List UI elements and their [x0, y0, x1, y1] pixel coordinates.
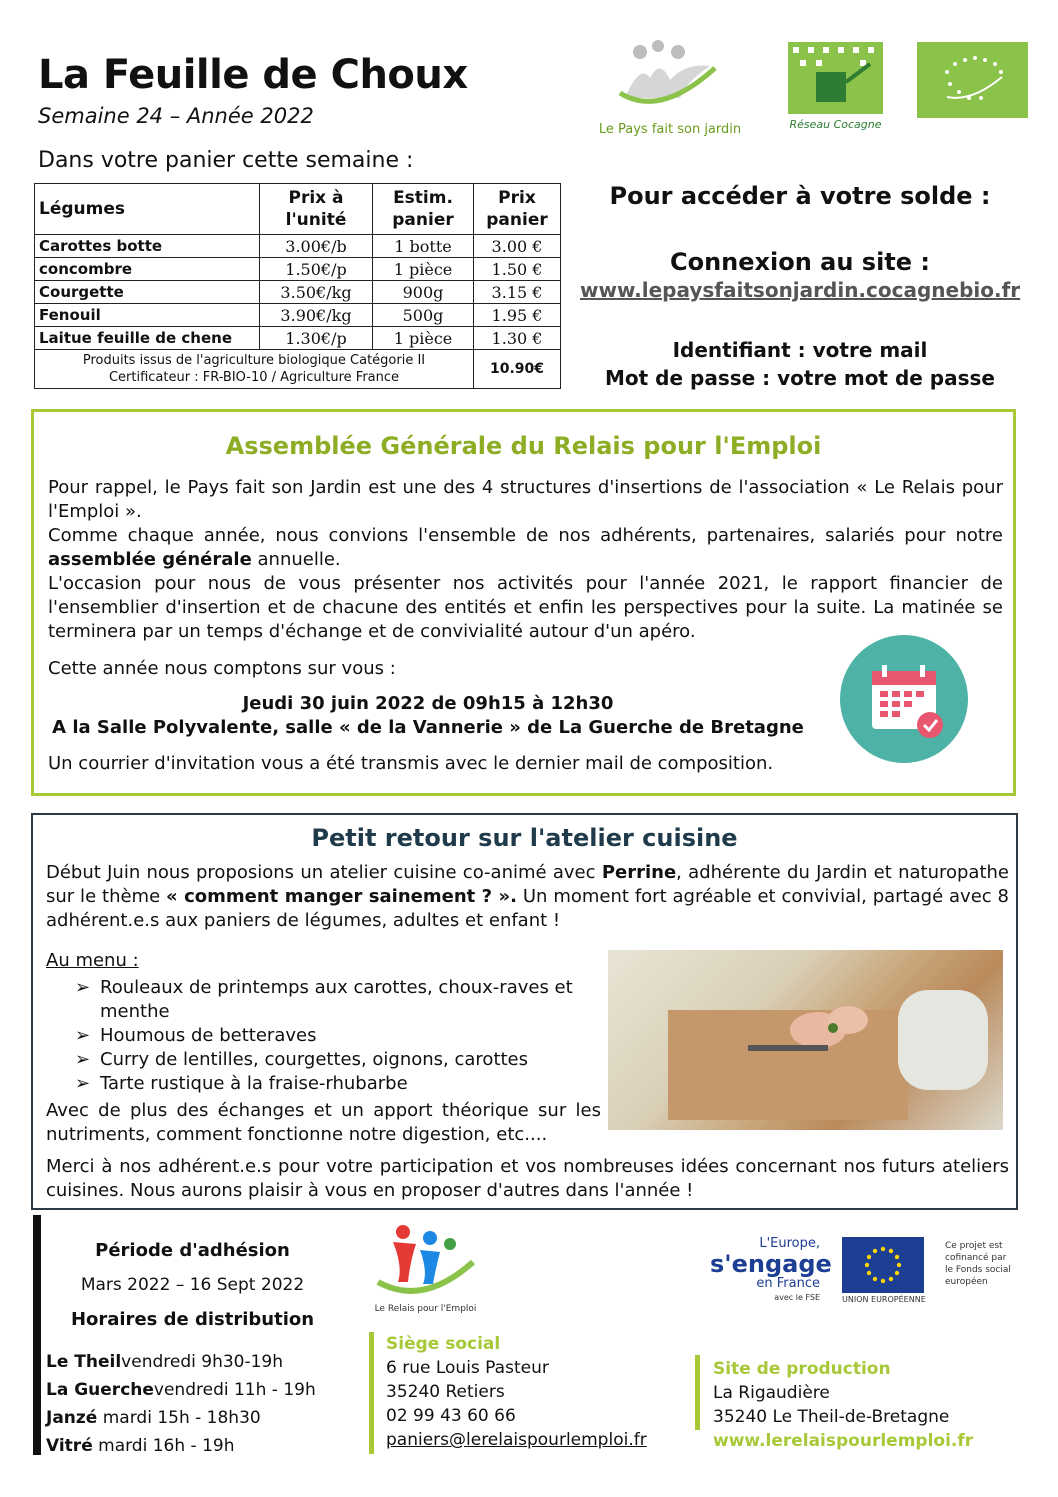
site-addr2: 35240 Le Theil-de-Bretagne	[713, 1407, 950, 1427]
assemblee-p4: Cette année nous comptons sur vous :	[48, 658, 396, 679]
atelier-p3: Merci à nos adhérent.e.s pour votre participation et vos nombreuses idées concernant nos futurs ateliers cuisines. Nous aurons plaisir à vous en proposer d'autres dans l'année !	[46, 1156, 1009, 1201]
certification-line-1: Produits issus de l'agriculture biologique Catégorie II	[82, 353, 426, 368]
relais-logo-text: Le Relais pour l'Emploi	[374, 1304, 477, 1314]
dist-time: vendredi 11h - 19h	[153, 1380, 316, 1400]
atelier-p1	[46, 861, 1009, 933]
veg-unit-price: 3.50€/kg	[260, 281, 373, 304]
list-item	[46, 1376, 316, 1404]
atelier-p1a: Début Juin nous proposions un atelier cuisine co-animé avec	[46, 862, 602, 883]
veg-name: Carottes botte	[35, 235, 260, 258]
atelier-p1e: Un moment fort agréable et convivial, partagé avec 8 adhérent.e.s aux paniers de légumes, adultes et enfant !	[46, 886, 1009, 931]
list-item: ➢ Tarte rustique à la fraise-rhubarbe	[75, 1072, 600, 1096]
site-block	[713, 1357, 973, 1453]
list-item: ➢ Houmous de betteraves	[75, 1024, 600, 1048]
europe-line2: s'engage	[710, 1250, 832, 1278]
assemblee-p2c: annuelle.	[251, 549, 341, 570]
table-row	[35, 327, 561, 350]
atelier-p1d: « comment manger sainement ? ».	[166, 886, 517, 907]
veg-estim: 500g	[373, 304, 474, 327]
atelier-p2: Avec de plus des échanges et un apport théorique sur les nutriments, comment fonctionne notre digestion, etc....	[46, 1100, 601, 1145]
veg-name: concombre	[35, 258, 260, 281]
veg-unit-price: 3.90€/kg	[260, 304, 373, 327]
table-footer-row	[35, 350, 561, 389]
siege-title: Siège social	[386, 1334, 501, 1354]
assemblee-title: Assemblée Générale du Relais pour l'Emploi	[225, 432, 822, 460]
identifiant-text: Identifiant : votre mail	[672, 338, 928, 362]
page-subtitle: Semaine 24 – Année 2022	[38, 104, 314, 128]
vegetable-table	[34, 183, 561, 389]
assemblee-p5: Un courrier d'invitation vous a été transmis avec le dernier mail de composition.	[48, 753, 774, 774]
page-title: La Feuille de Choux	[38, 52, 468, 98]
reseau-cocagne-logo	[788, 42, 883, 134]
table-row	[35, 258, 561, 281]
europe-line1: L'Europe,	[759, 1236, 820, 1251]
veg-name: Laitue feuille de chene	[35, 327, 260, 350]
siege-tel: 02 99 43 60 66	[386, 1406, 516, 1426]
calendar-icon	[840, 635, 968, 763]
table-header: Prix à l'unité	[260, 184, 373, 235]
assemblee-p2	[48, 524, 1003, 572]
list-item	[46, 1404, 316, 1432]
panier-heading: Dans votre panier cette semaine :	[38, 148, 414, 173]
connexion-title: Connexion au site :	[669, 248, 931, 276]
table-row	[35, 281, 561, 304]
certification-note	[35, 350, 474, 389]
solde-block	[580, 180, 1020, 390]
atelier-title: Petit retour sur l'atelier cuisine	[311, 824, 738, 852]
assemblee-p2a: Comme chaque année, nous convions l'ensemble de nos adhérents, partenaires, salariés pour notre	[48, 525, 1003, 546]
dist-place: La Guerche	[46, 1380, 154, 1400]
europe-line4: avec le FSE	[774, 1293, 820, 1302]
site-title: Site de production	[713, 1359, 891, 1379]
footer-left-bar	[33, 1215, 41, 1455]
dist-place: Vitré	[46, 1436, 93, 1456]
assemblee-lieu: A la Salle Polyvalente, salle « de la Vannerie » de La Guerche de Bretagne	[52, 717, 804, 738]
pays-logo	[590, 38, 750, 138]
veg-price: 1.30 €	[474, 327, 561, 350]
eu-flag-icon	[842, 1237, 924, 1293]
pays-logo-text: Le Pays fait son jardin	[598, 122, 742, 137]
table-header: Estim. panier	[373, 184, 474, 235]
table-header: Prix panier	[474, 184, 561, 235]
siege-block	[386, 1332, 647, 1452]
dist-place: Le Theil	[46, 1352, 122, 1372]
distribution-list	[46, 1348, 316, 1460]
dist-time: vendredi 9h30-19h	[121, 1352, 284, 1372]
table-row	[35, 235, 561, 258]
veg-price: 1.50 €	[474, 258, 561, 281]
basket-total: 10.90€	[474, 350, 561, 389]
reseau-logo-text: Réseau Cocagne	[789, 118, 882, 131]
veg-name: Courgette	[35, 281, 260, 304]
list-item: ➢ Curry de lentilles, courgettes, oignons, carottes	[75, 1048, 600, 1072]
veg-price: 3.15 €	[474, 281, 561, 304]
adhesion-title: Période d'adhésion	[95, 1240, 290, 1261]
dist-time: mardi 15h - 18h30	[97, 1408, 261, 1428]
dist-place: Janzé	[46, 1408, 98, 1428]
menu-label: Au menu :	[46, 950, 139, 971]
certification-line-2: Certificateur : FR-BIO-10 / Agriculture France	[108, 370, 400, 385]
veg-name: Fenouil	[35, 304, 260, 327]
site-green-bar	[695, 1355, 700, 1430]
site-web-link[interactable]: www.lerelaispourlemploi.fr	[713, 1431, 974, 1451]
assemblee-p3: L'occasion pour nous de vous présenter nos activités pour l'année 2021, le rapport financier de l'ensemblier d'insertion et de chacune des entités et enfin les perspectives pour la suite. La matinée se terminera par un temps d'échange et de convivialité autour d'un apéro.	[48, 573, 1003, 642]
veg-unit-price: 3.00€/b	[260, 235, 373, 258]
list-item	[46, 1348, 316, 1376]
site-addr1: La Rigaudière	[713, 1383, 830, 1403]
adhesion-block	[45, 1240, 340, 1330]
eu-organic-leaf-logo	[917, 42, 1028, 118]
europe-engage-logo	[710, 1237, 832, 1305]
veg-price: 3.00 €	[474, 235, 561, 258]
dist-time: mardi 16h - 19h	[92, 1436, 235, 1456]
assemblee-p1: Pour rappel, le Pays fait son Jardin est une des 4 structures d'insertions de l'association « Le Relais pour l'Emploi ».	[48, 477, 1003, 522]
adhesion-dates: Mars 2022 – 16 Sept 2022	[80, 1275, 305, 1295]
veg-estim: 1 pièce	[373, 258, 474, 281]
solde-title: Pour accéder à votre solde :	[609, 182, 991, 210]
table-header-row	[35, 184, 561, 235]
veg-estim: 1 botte	[373, 235, 474, 258]
eu-label: UNION EUROPÉENNE	[842, 1295, 926, 1304]
siege-mail-link[interactable]: paniers@lerelaispourlemploi.fr	[386, 1430, 647, 1450]
siege-addr1: 6 rue Louis Pasteur	[386, 1358, 549, 1378]
fse-text: Ce projet est cofinancé par le Fonds social européen	[945, 1241, 1011, 1287]
europe-line3: en France	[756, 1276, 820, 1291]
relais-logo	[368, 1222, 483, 1317]
atelier-p1c: , adhérente du Jardin et naturopathe sur le thème	[46, 862, 1009, 907]
veg-unit-price: 1.50€/p	[260, 258, 373, 281]
assemblee-date: Jeudi 30 juin 2022 de 09h15 à 12h30	[242, 693, 614, 714]
atelier-p1b: Perrine	[601, 862, 677, 883]
assemblee-p2b: assemblée générale	[48, 549, 252, 570]
list-item	[46, 1432, 316, 1460]
site-link[interactable]: www.lepaysfaitsonjardin.cocagnebio.fr	[580, 278, 1021, 302]
list-item: ➢ Rouleaux de printemps aux carottes, choux-raves et menthe	[75, 976, 600, 1024]
cooking-photo	[608, 950, 1003, 1130]
veg-unit-price: 1.30€/p	[260, 327, 373, 350]
table-header: Légumes	[35, 184, 260, 235]
siege-green-bar	[369, 1332, 374, 1454]
motdepasse-text: Mot de passe : votre mot de passe	[605, 366, 995, 390]
horaires-title: Horaires de distribution	[70, 1309, 315, 1330]
veg-estim: 900g	[373, 281, 474, 304]
menu-list	[75, 976, 600, 1096]
siege-addr2: 35240 Retiers	[386, 1382, 505, 1402]
veg-estim: 1 pièce	[373, 327, 474, 350]
veg-price: 1.95 €	[474, 304, 561, 327]
table-row	[35, 304, 561, 327]
